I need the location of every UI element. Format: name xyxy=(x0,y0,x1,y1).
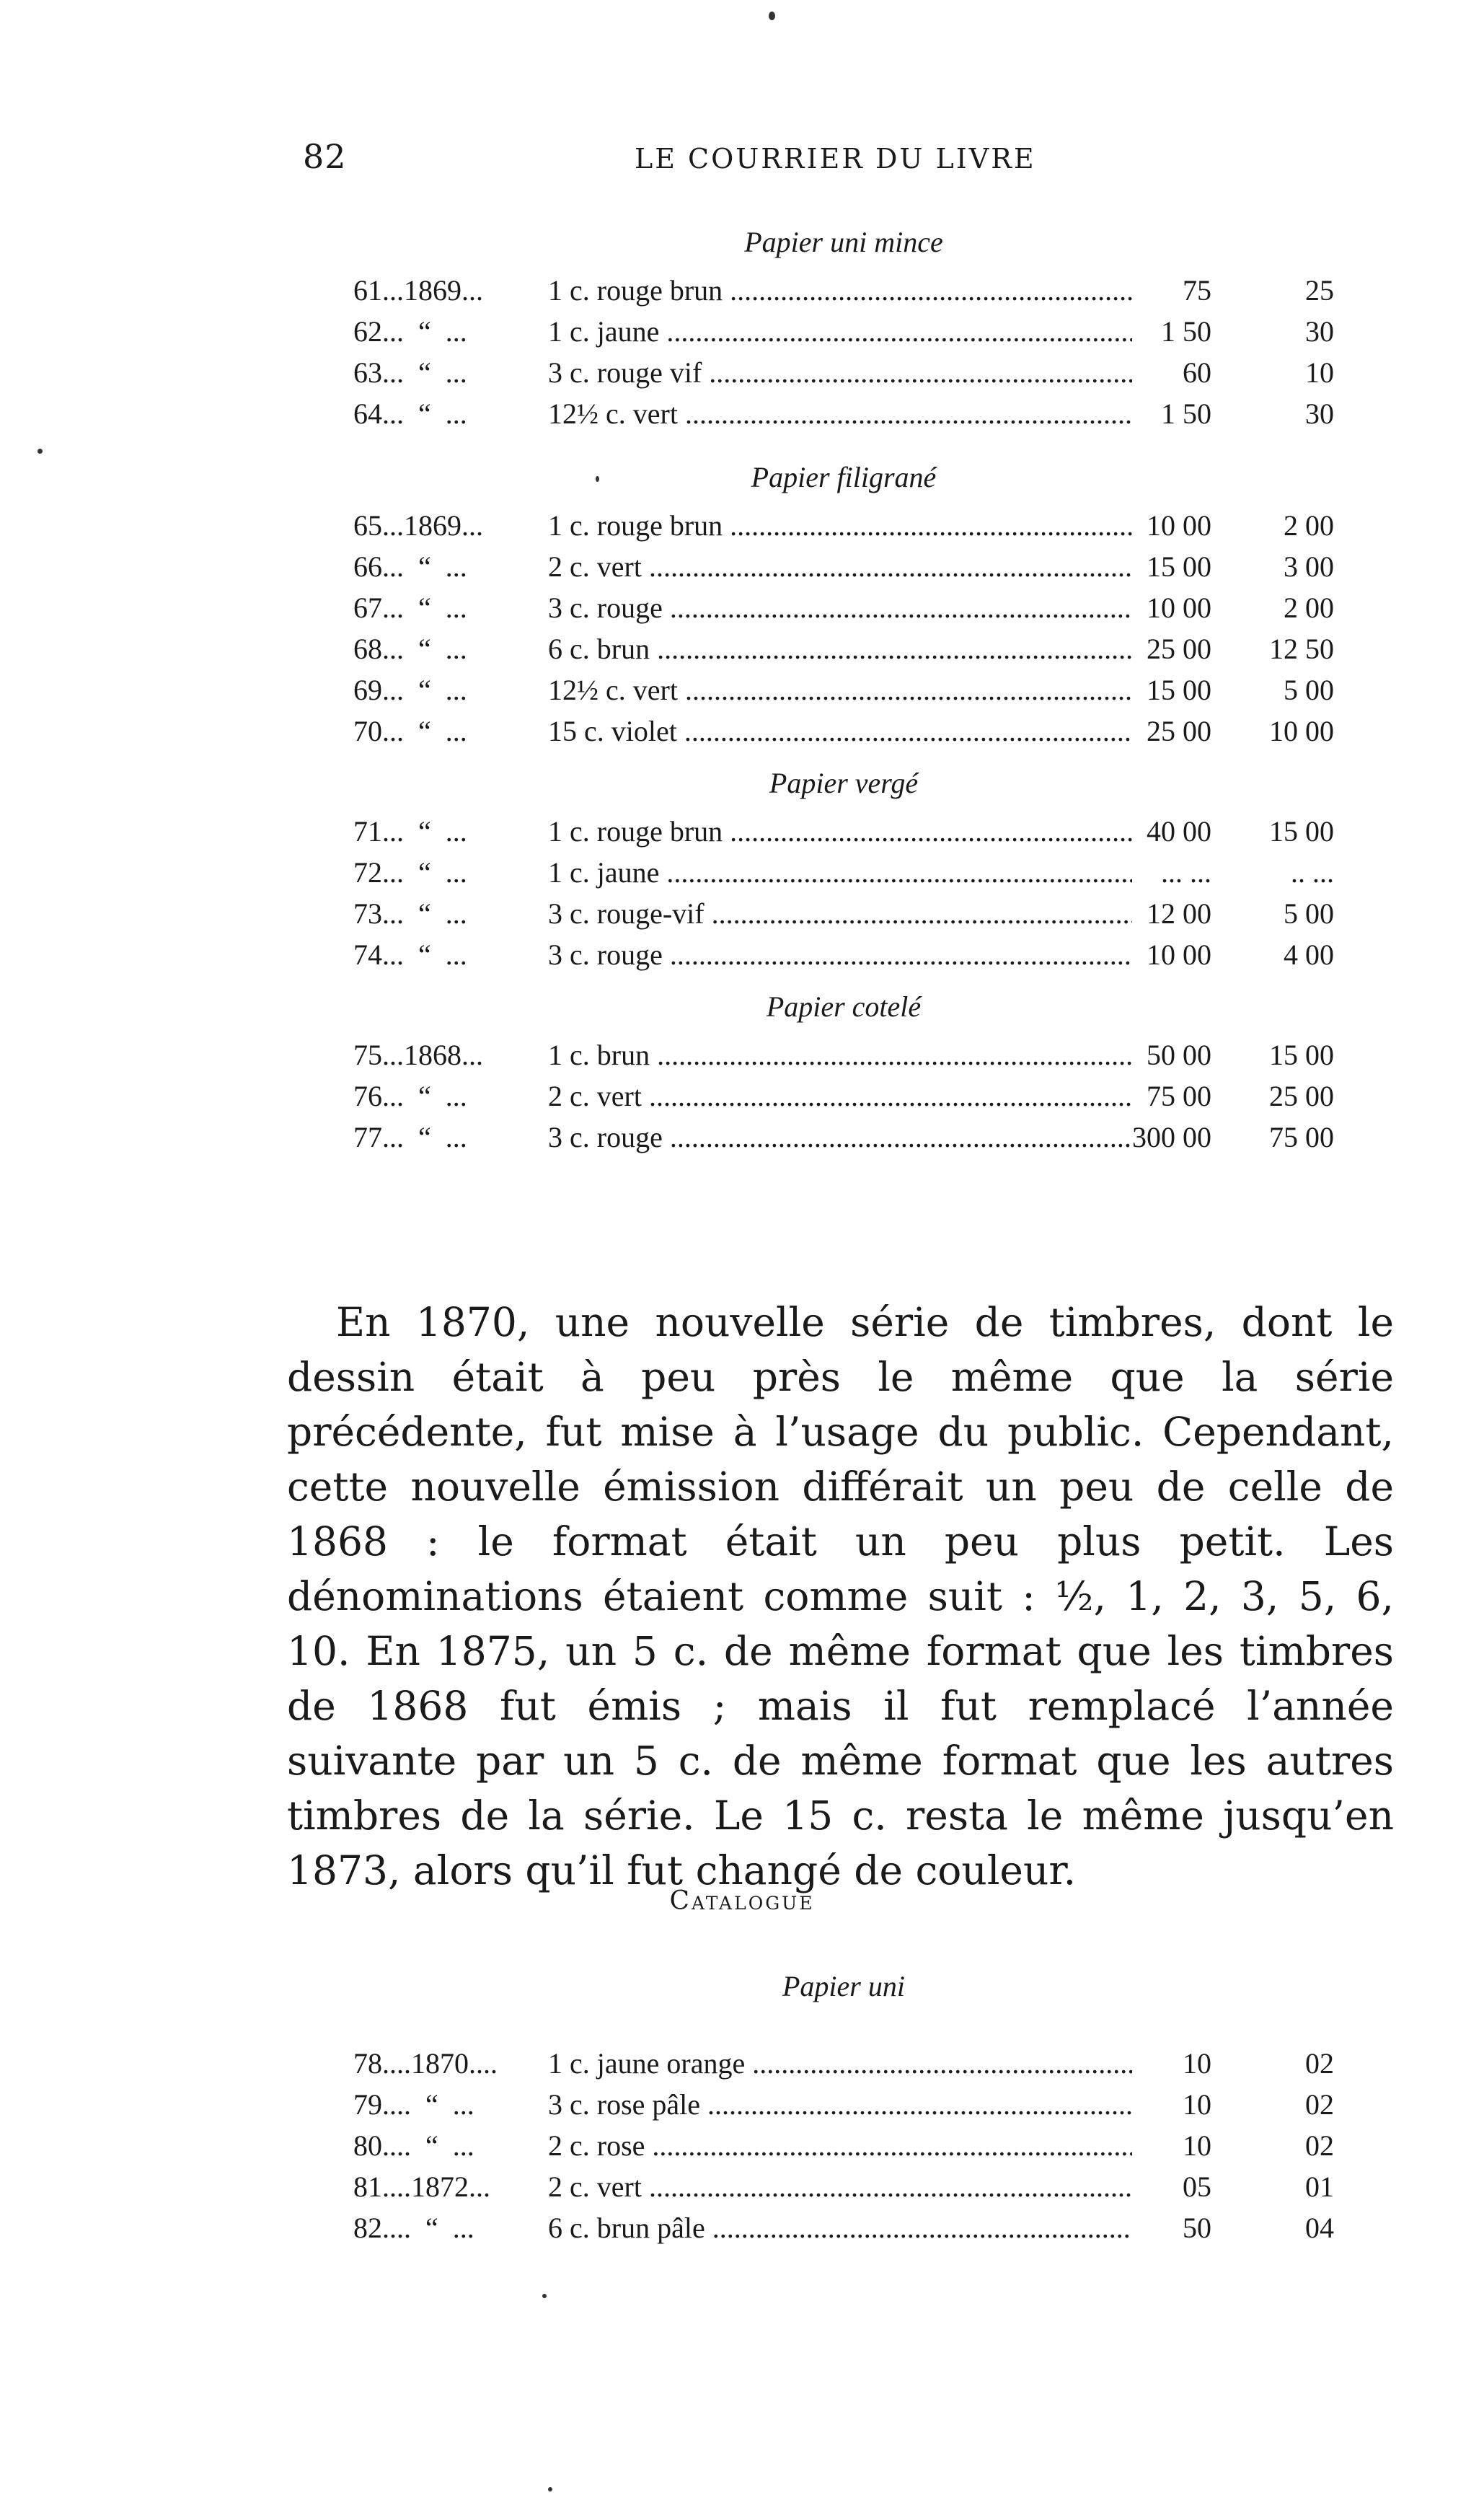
section-title: Papier vergé xyxy=(769,767,919,799)
stamp-number: 70... “ ... xyxy=(353,715,467,747)
catalog-row xyxy=(353,2043,1334,2084)
stamp-number: 72... “ ... xyxy=(353,856,467,889)
catalog-row xyxy=(353,811,1334,852)
stamp-number: 71... “ ... xyxy=(353,815,467,848)
catalogue-heading: Catalogue xyxy=(669,1886,815,1916)
catalog-row xyxy=(353,1117,1334,1158)
stamp-description: 3 c. rouge ..... xyxy=(548,934,1132,975)
stamp-number: 66... “ ... xyxy=(353,550,467,583)
stamp-number: 68... “ ... xyxy=(353,633,467,665)
price-used: 04 xyxy=(1305,2212,1334,2244)
price-unused: 10 00 xyxy=(1147,938,1211,971)
catalog-row xyxy=(353,2125,1334,2166)
catalog-row xyxy=(353,270,1334,311)
price-unused: 12 00 xyxy=(1147,897,1211,930)
stamp-number: 78....1870.... xyxy=(353,2047,498,2080)
stamp-number: 81....1872... xyxy=(353,2170,490,2203)
catalog-row xyxy=(353,505,1334,546)
stamp-description: 2 c. vert ..... xyxy=(548,1075,1132,1117)
stamp-number: 80.... “ ... xyxy=(353,2129,474,2162)
catalog-row xyxy=(353,2207,1334,2248)
stray-ink-mark xyxy=(769,12,775,20)
price-unused: 10 xyxy=(1183,2088,1211,2121)
catalog-row xyxy=(353,352,1334,393)
price-used: .. ... xyxy=(1291,856,1334,889)
catalog-section xyxy=(353,456,1334,752)
catalog-row xyxy=(353,2084,1334,2125)
price-unused: 25 00 xyxy=(1147,715,1211,747)
price-unused: 50 00 xyxy=(1147,1039,1211,1071)
stamp-number: 77... “ ... xyxy=(353,1121,467,1153)
stamp-number: 69... “ ... xyxy=(353,674,467,706)
catalog-row xyxy=(353,852,1334,893)
price-unused: 10 xyxy=(1183,2129,1211,2162)
price-unused: ... ... xyxy=(1161,856,1211,889)
stamp-description: 1 c. brun ..... xyxy=(548,1034,1132,1075)
stamp-number: 62... “ ... xyxy=(353,315,467,348)
stamp-description: 12½ c. vert ..... xyxy=(548,669,1132,711)
stamp-description: 3 c. rouge ..... xyxy=(548,587,1132,628)
stamp-number: 79.... “ ... xyxy=(353,2088,474,2121)
stamp-number: 63... “ ... xyxy=(353,356,467,389)
price-used: 3 00 xyxy=(1284,550,1334,583)
price-unused: 15 00 xyxy=(1147,674,1211,706)
price-used: 25 xyxy=(1305,274,1334,307)
stamp-description: 3 c. rouge ..... xyxy=(548,1117,1132,1158)
stray-ink-mark xyxy=(548,2487,552,2491)
price-used: 4 00 xyxy=(1284,938,1334,971)
stamp-description: 1 c. rouge brun ..... xyxy=(548,270,1132,311)
price-used: 12 50 xyxy=(1269,633,1334,665)
price-unused: 25 00 xyxy=(1147,633,1211,665)
section-title: Papier uni mince xyxy=(744,226,943,258)
catalog-row xyxy=(353,311,1334,352)
catalog-row xyxy=(353,2166,1334,2207)
price-used: 5 00 xyxy=(1284,897,1334,930)
price-used: 30 xyxy=(1305,315,1334,348)
stamp-description: 1 c. jaune ..... xyxy=(548,852,1132,893)
section-title: Papier cotelé xyxy=(766,990,922,1023)
body-paragraph xyxy=(287,1295,1394,1898)
catalog-row xyxy=(353,893,1334,934)
stamp-description: 2 c. vert ..... xyxy=(548,2166,1132,2207)
page-number: 82 xyxy=(303,137,347,176)
section-title: Papier filigrané xyxy=(751,461,937,493)
price-used: 75 00 xyxy=(1269,1121,1334,1153)
price-used: 10 xyxy=(1305,356,1334,389)
catalog-section xyxy=(353,762,1334,975)
price-unused: 50 xyxy=(1183,2212,1211,2244)
catalog-section xyxy=(353,221,1334,434)
stamp-description: 1 c. jaune orange ..... xyxy=(548,2043,1132,2084)
section-title: Papier uni xyxy=(782,1970,905,2002)
price-used: 02 xyxy=(1305,2129,1334,2162)
stamp-description: 2 c. rose ..... xyxy=(548,2125,1132,2166)
price-used: 15 00 xyxy=(1269,815,1334,848)
page-header xyxy=(303,137,1334,180)
stray-ink-mark xyxy=(542,2294,547,2298)
stamp-description: 15 c. violet ..... xyxy=(548,711,1132,752)
stamp-number: 75...1868... xyxy=(353,1039,483,1071)
stamp-description: 3 c. rouge-vif ..... xyxy=(548,893,1132,934)
catalog-row xyxy=(353,934,1334,975)
stamp-number: 76... “ ... xyxy=(353,1080,467,1112)
price-used: 2 00 xyxy=(1284,509,1334,542)
catalog-row xyxy=(353,546,1334,587)
price-unused: 300 00 xyxy=(1132,1121,1211,1153)
stamp-description: 1 c. jaune ..... xyxy=(548,311,1132,352)
price-unused: 75 00 xyxy=(1147,1080,1211,1112)
price-catalog-1870 xyxy=(353,1955,1334,2248)
price-used: 2 00 xyxy=(1284,591,1334,624)
stamp-description: 2 c. vert ..... xyxy=(548,546,1132,587)
stamp-number: 64... “ ... xyxy=(353,397,467,430)
price-used: 10 00 xyxy=(1269,715,1334,747)
stamp-description: 1 c. rouge brun ..... xyxy=(548,505,1132,546)
running-title: LE COURRIER DU LIVRE xyxy=(635,143,1036,175)
catalog-row xyxy=(353,1034,1334,1075)
stamp-number: 67... “ ... xyxy=(353,591,467,624)
price-unused: 10 00 xyxy=(1147,509,1211,542)
catalog-row xyxy=(353,711,1334,752)
stamp-description: 6 c. brun ..... xyxy=(548,628,1132,669)
stamp-number: 61...1869... xyxy=(353,274,483,307)
catalog-row xyxy=(353,1075,1334,1117)
stamp-description: 3 c. rose pâle ..... xyxy=(548,2084,1132,2125)
paragraph-text: En 1870, une nouvelle série de timbres, dont le dessin était à peu près le même que la série précédente, fut mise à l’usage du public. Cependant, cette nouvelle émission différait un peu de celle de 1868 : le format était un peu plus petit. Les dénominations étaient comme suit : ½, 1, 2, 3, 5, 6, 10. En 1875, un 5 c. de même format que les timbres de 1868 fut émis ; mais il fut remplacé l’année suivante par un 5 c. de même format que les autres timbres de la série. Le 15 c. resta le même jusqu’en 1873, alors qu’il fut changé de couleur. xyxy=(287,1299,1394,1893)
price-used: 25 00 xyxy=(1269,1080,1334,1112)
catalog-row xyxy=(353,669,1334,711)
price-unused: 15 00 xyxy=(1147,550,1211,583)
stamp-description: 1 c. rouge brun ..... xyxy=(548,811,1132,852)
catalog-row xyxy=(353,628,1334,669)
price-unused: 10 xyxy=(1183,2047,1211,2080)
price-unused: 05 xyxy=(1183,2170,1211,2203)
stamp-description: 3 c. rouge vif ..... xyxy=(548,352,1132,393)
price-used: 30 xyxy=(1305,397,1334,430)
catalog-row xyxy=(353,393,1334,434)
stamp-number: 82.... “ ... xyxy=(353,2212,474,2244)
stamp-number: 65...1869... xyxy=(353,509,483,542)
price-used: 15 00 xyxy=(1269,1039,1334,1071)
price-unused: 40 00 xyxy=(1147,815,1211,848)
stray-ink-mark xyxy=(37,449,43,454)
stamp-number: 73... “ ... xyxy=(353,897,467,930)
price-unused: 60 xyxy=(1183,356,1211,389)
price-unused: 1 50 xyxy=(1161,397,1211,430)
stamp-description: 6 c. brun pâle ..... xyxy=(548,2207,1132,2248)
price-used: 01 xyxy=(1305,2170,1334,2203)
stamp-number: 74... “ ... xyxy=(353,938,467,971)
price-unused: 1 50 xyxy=(1161,315,1211,348)
price-catalog-1869 xyxy=(353,211,1334,1158)
price-unused: 10 00 xyxy=(1147,591,1211,624)
price-used: 02 xyxy=(1305,2047,1334,2080)
price-used: 5 00 xyxy=(1284,674,1334,706)
stamp-description: 12½ c. vert ..... xyxy=(548,393,1132,434)
price-unused: 75 xyxy=(1183,274,1211,307)
catalog-section xyxy=(353,985,1334,1158)
catalog-row xyxy=(353,587,1334,628)
price-used: 02 xyxy=(1305,2088,1334,2121)
